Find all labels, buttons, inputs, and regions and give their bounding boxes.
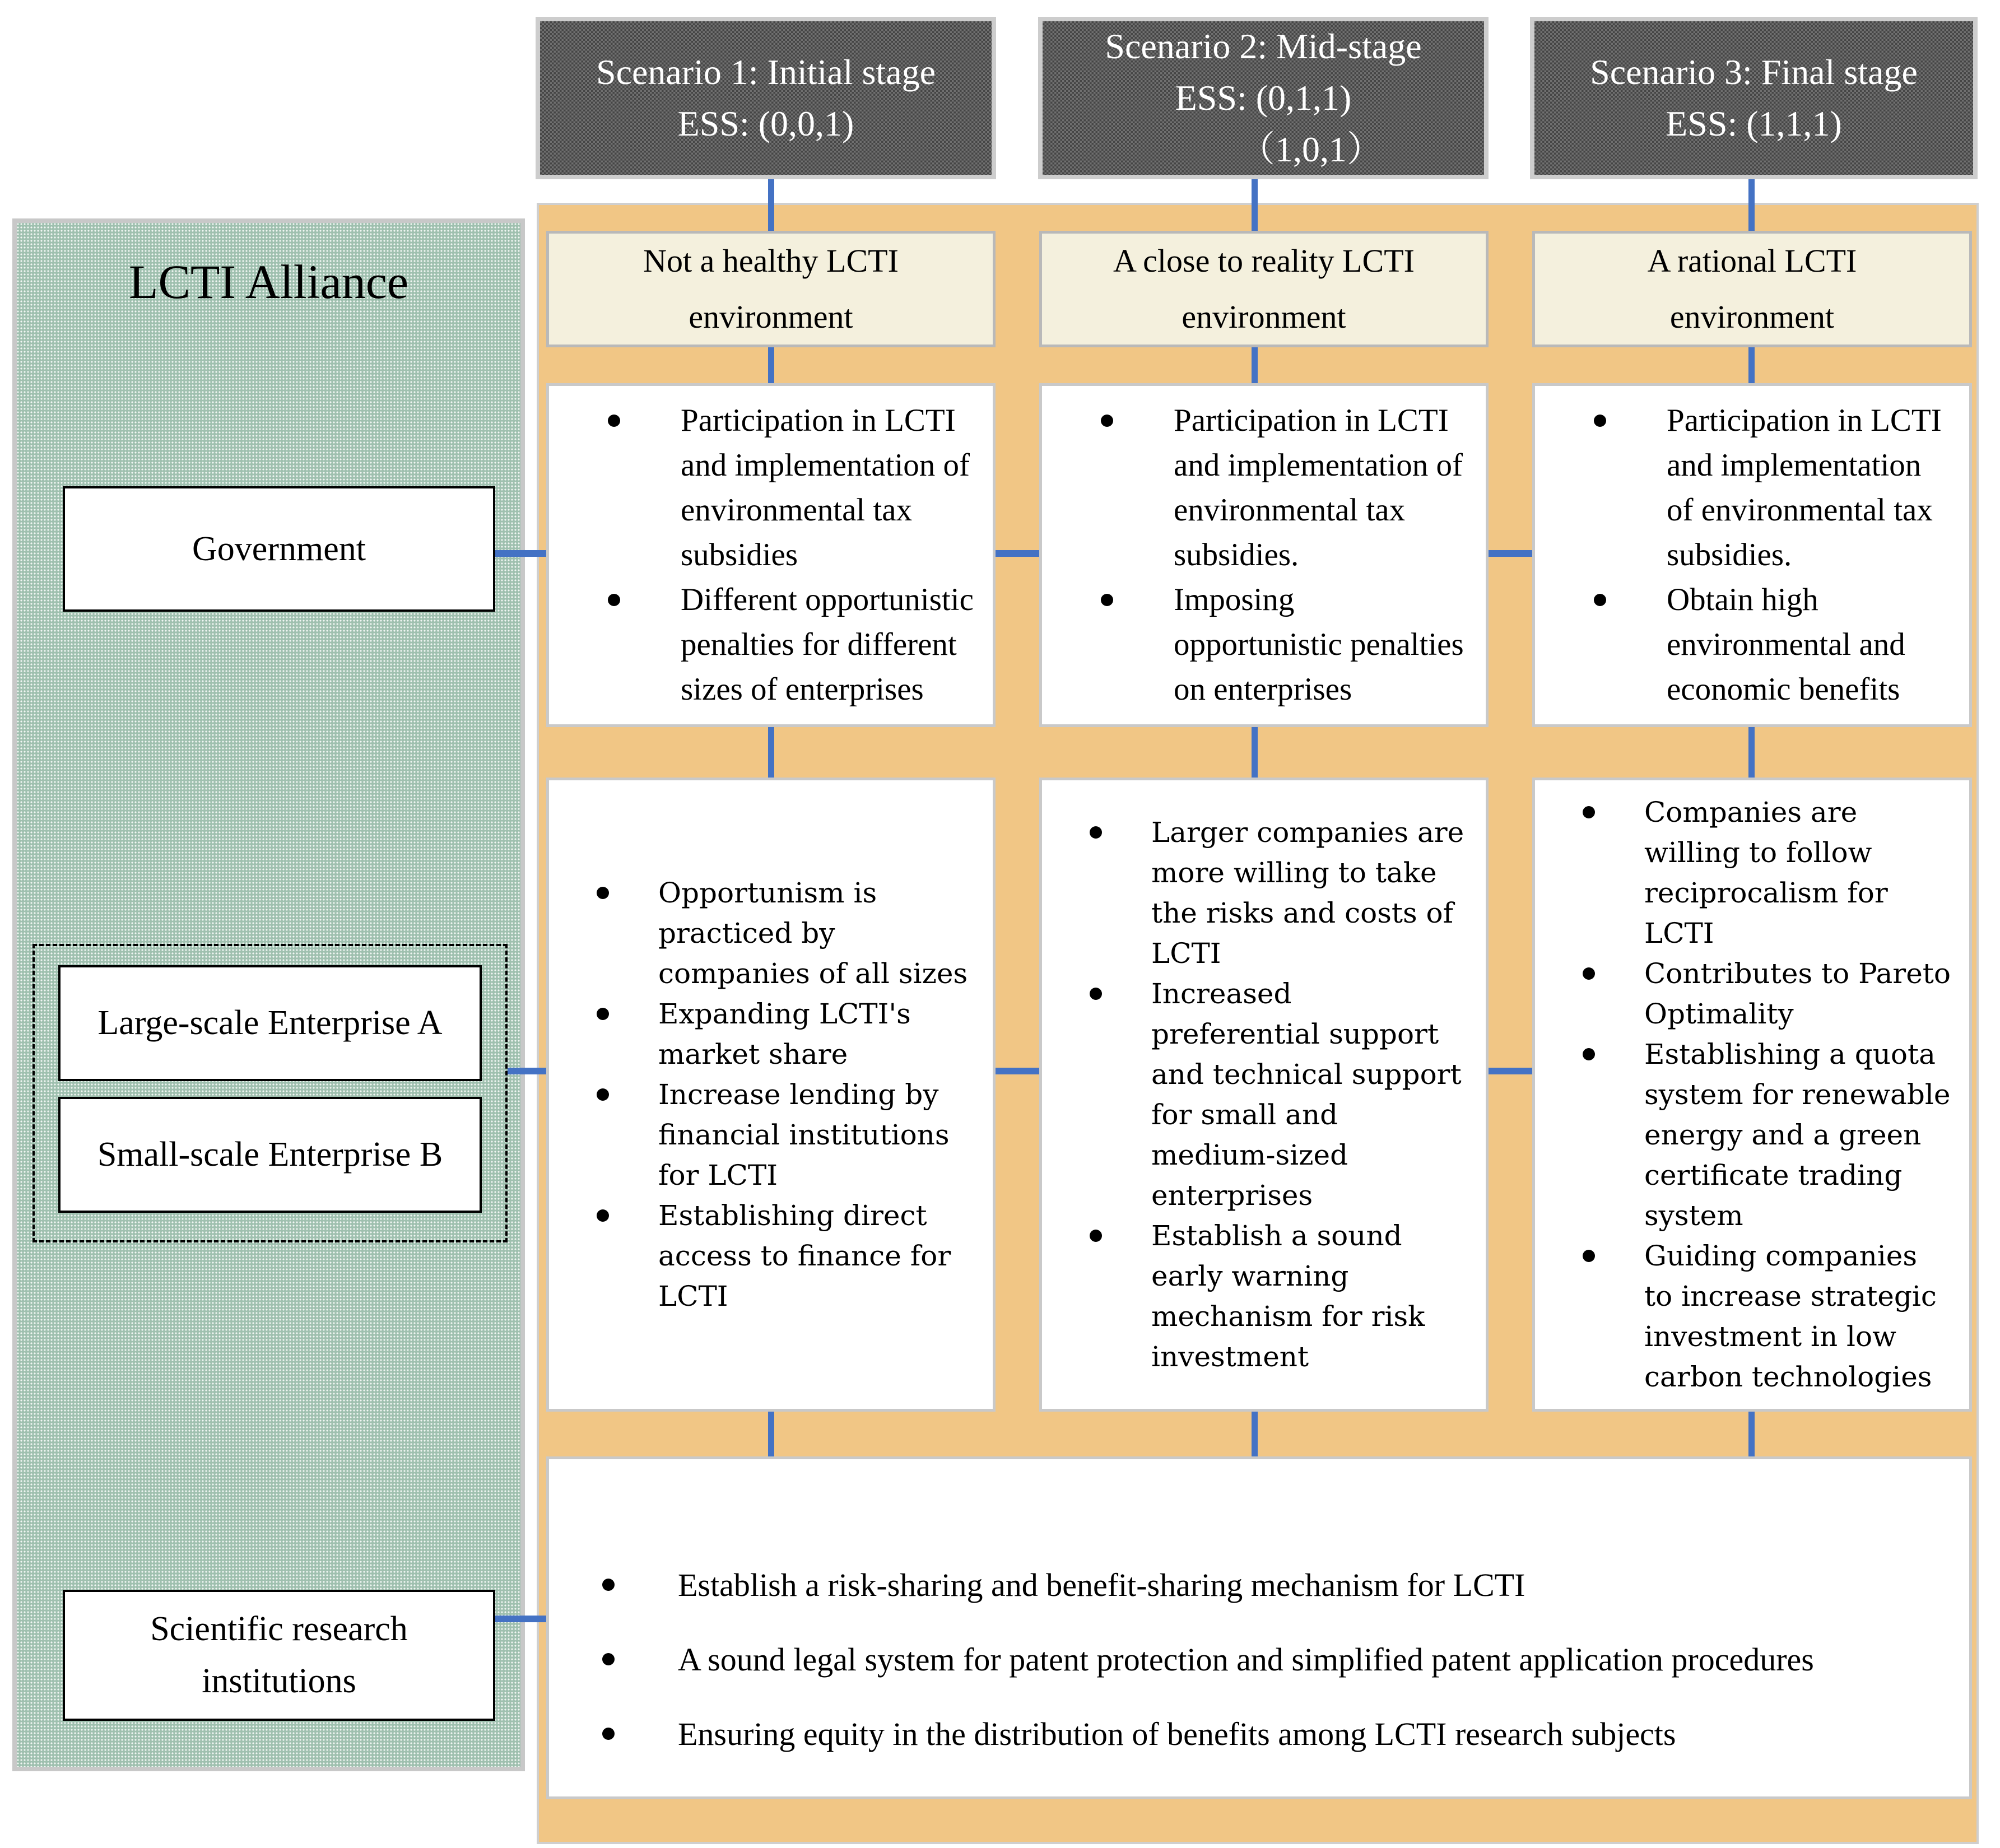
connector-enterprise-row <box>508 1068 547 1074</box>
bullet-item: Establish a risk-sharing and benefit-sharing mechanism for LCTI <box>574 1563 1952 1608</box>
enterprise-scenario-3-cell <box>1532 778 1972 1412</box>
bullet-item: A sound legal system for patent protection and simplified patent application procedures <box>574 1637 1952 1682</box>
connector-gov1-gov2 <box>996 550 1040 557</box>
environment-label-2 <box>1039 231 1489 347</box>
connector-ent2-research <box>1252 1411 1258 1458</box>
connector-env1-gov1 <box>768 346 774 384</box>
bullet-item: Obtain high environmental and economic benefits <box>1560 578 1952 712</box>
bullet-item: Expanding LCTI's market share <box>574 994 976 1074</box>
environment-text-1: Not a healthy LCTI environment <box>643 243 899 335</box>
scenario-3-ess: ESS: (1,1,1) <box>1666 104 1842 143</box>
scenario-1-ess: ESS: (0,0,1) <box>677 104 854 143</box>
enterprise-scenario-1-cell <box>546 778 996 1412</box>
sidebar-title: LCTI Alliance <box>128 255 409 309</box>
connector-ent1-ent2 <box>996 1068 1040 1074</box>
bullet-item: Ensuring equity in the distribution of benefits among LCTI research subjects <box>574 1712 1952 1757</box>
enterprise-scenario-1-list <box>549 873 993 1316</box>
research-institutions-box <box>63 1590 495 1721</box>
connector-government-row <box>495 550 547 557</box>
connector-gov3-ent3 <box>1748 726 1755 779</box>
scenario-1-title: Scenario 1: Initial stage <box>596 52 936 92</box>
bullet-item: Increase lending by financial institutions for LCTI <box>574 1074 976 1195</box>
bullet-item: Increased preferential support and technical support for small and medium-sized enterprises <box>1067 974 1469 1216</box>
government-box <box>63 486 495 612</box>
bullet-item: Larger companies are more willing to take the risks and costs of LCTI <box>1067 812 1469 974</box>
research-row-cell <box>546 1456 1972 1799</box>
connector-ent1-research <box>768 1411 774 1458</box>
scenario-3-header <box>1530 17 1978 179</box>
environment-text-3: A rational LCTI environment <box>1647 243 1857 335</box>
bullet-item: Establishing a quota system for renewable energy and a green certificate trading system <box>1560 1034 1952 1236</box>
connector-gov1-ent1 <box>768 726 774 779</box>
scenario-1-header <box>536 17 996 179</box>
connector-header3-env3 <box>1748 178 1755 232</box>
bullet-item: Companies are willing to follow reciprocalism for LCTI <box>1560 792 1952 953</box>
bullet-item: Opportunism is practiced by companies of all sizes <box>574 873 976 994</box>
bullet-item: Establishing direct access to finance for LCTI <box>574 1195 976 1316</box>
government-scenario-2-list <box>1042 398 1486 712</box>
environment-label-3 <box>1532 231 1972 347</box>
government-scenario-2-cell <box>1039 383 1489 727</box>
connector-env3-gov3 <box>1748 346 1755 384</box>
bullet-item: Contributes to Pareto Optimality <box>1560 953 1952 1034</box>
scenario-3-title: Scenario 3: Final stage <box>1590 52 1918 92</box>
bullet-item: Establish a sound early warning mechanism for risk investment <box>1067 1216 1469 1377</box>
bullet-item: Participation in LCTI and implementation of environmental tax subsidies <box>574 398 976 578</box>
bullet-item: Imposing opportunistic penalties on enterprises <box>1067 578 1469 712</box>
connector-ent3-research <box>1748 1411 1755 1458</box>
connector-gov2-gov3 <box>1489 550 1533 557</box>
enterprise-a-label: Large-scale Enterprise A <box>97 1004 443 1042</box>
bullet-item: Participation in LCTI and implementation of environmental tax subsidies. <box>1067 398 1469 578</box>
enterprise-scenario-2-list <box>1042 812 1486 1377</box>
environment-label-1 <box>546 231 996 347</box>
scenario-2-ess: ESS: (0,1,1) <box>1175 78 1352 118</box>
connector-gov2-ent2 <box>1252 726 1258 779</box>
government-scenario-3-cell <box>1532 383 1972 727</box>
government-scenario-1-cell <box>546 383 996 727</box>
connector-research-row <box>495 1616 547 1622</box>
government-scenario-1-list <box>549 398 993 712</box>
research-institutions-label: Scientific research institutions <box>150 1610 408 1700</box>
scenario-2-header <box>1038 17 1489 179</box>
connector-header1-env1 <box>768 178 774 232</box>
enterprise-b-box <box>58 1097 482 1213</box>
enterprise-a-box <box>58 965 482 1081</box>
research-row-list <box>549 1563 1969 1786</box>
bullet-item: Different opportunistic penalties for different sizes of enterprises <box>574 578 976 712</box>
connector-ent2-ent3 <box>1489 1068 1533 1074</box>
bullet-item: Guiding companies to increase strategic investment in low carbon technologies <box>1560 1236 1952 1397</box>
connector-env2-gov2 <box>1252 346 1258 384</box>
scenario-2-title: Scenario 2: Mid-stage <box>1105 26 1422 66</box>
enterprise-b-label: Small-scale Enterprise B <box>97 1135 443 1174</box>
bullet-item: Participation in LCTI and implementation of environmental tax subsidies. <box>1560 398 1952 578</box>
environment-text-2: A close to reality LCTI environment <box>1113 243 1415 335</box>
connector-header2-env2 <box>1252 178 1258 232</box>
government-scenario-3-list <box>1535 398 1969 712</box>
enterprise-scenario-2-cell <box>1039 778 1489 1412</box>
enterprise-scenario-3-list <box>1535 792 1969 1397</box>
government-label: Government <box>192 529 366 568</box>
scenario-2-ess-alt: （1,0,1） <box>1239 129 1383 169</box>
